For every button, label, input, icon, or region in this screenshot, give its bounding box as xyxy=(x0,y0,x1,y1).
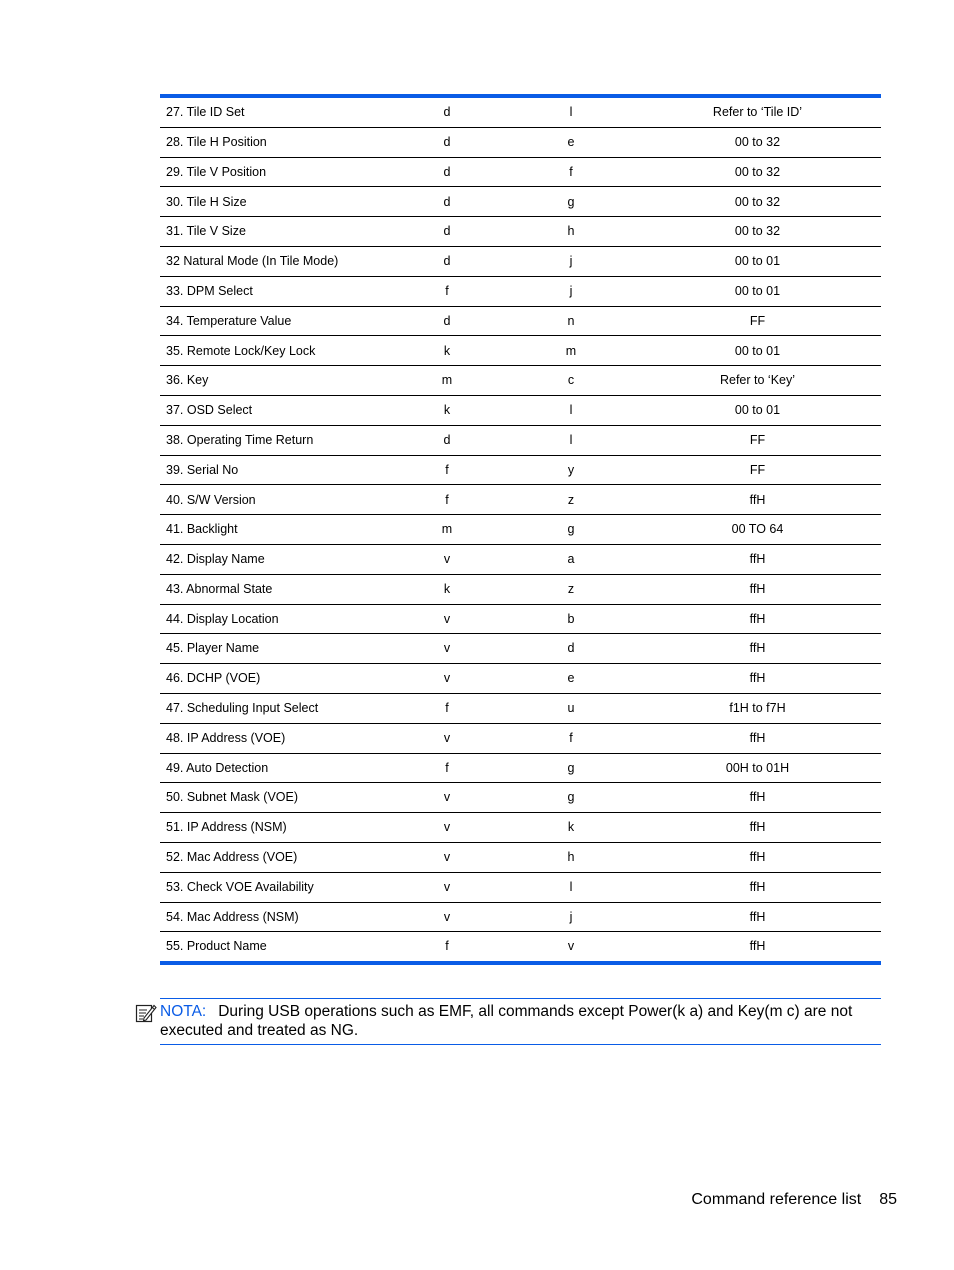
command-code1-cell: v xyxy=(386,902,508,932)
command-value-cell: ffH xyxy=(634,604,881,634)
command-name-cell: 54. Mac Address (NSM) xyxy=(160,902,386,932)
command-value-cell: 00 to 32 xyxy=(634,187,881,217)
command-name-cell: 49. Auto Detection xyxy=(160,753,386,783)
table-row xyxy=(160,634,881,664)
command-value-cell: ffH xyxy=(634,872,881,902)
command-name-cell: 55. Product Name xyxy=(166,939,267,954)
command-code1-cell: v xyxy=(386,664,508,694)
command-code2-cell: h xyxy=(508,842,634,872)
page-number: 85 xyxy=(879,1191,897,1208)
command-name-cell: 50. Subnet Mask (VOE) xyxy=(160,783,386,813)
command-name-cell: 29. Tile V Position xyxy=(160,157,386,187)
command-code2-cell: u xyxy=(508,693,634,723)
command-value-cell: ffH xyxy=(749,939,766,954)
table-row xyxy=(160,395,881,425)
command-code2-cell: f xyxy=(508,723,634,753)
table-row xyxy=(160,217,881,247)
command-name-cell: 32 Natural Mode (In Tile Mode) xyxy=(160,246,386,276)
command-code2-cell: k xyxy=(508,813,634,843)
command-code2-cell: n xyxy=(508,306,634,336)
command-name-cell: 38. Operating Time Return xyxy=(160,425,386,455)
note-text: During USB operations such as EMF, all commands except Power(k a) and Key(m c) are not executed and treated as NG. xyxy=(160,1003,853,1039)
command-code1-cell: v xyxy=(386,783,508,813)
table-row xyxy=(160,515,881,545)
command-value-cell: 00 to 32 xyxy=(634,157,881,187)
table-row xyxy=(160,783,881,813)
page-footer xyxy=(691,1191,897,1209)
command-code1-cell: k xyxy=(386,336,508,366)
table-row xyxy=(160,187,881,217)
command-code1-cell: d xyxy=(386,306,508,336)
table-row xyxy=(160,693,881,723)
table-row xyxy=(160,544,881,574)
command-code1-cell: d xyxy=(386,187,508,217)
table-row xyxy=(160,425,881,455)
command-name-cell: 52. Mac Address (VOE) xyxy=(160,842,386,872)
command-name-cell: 39. Serial No xyxy=(160,455,386,485)
command-value-cell: 00 to 01 xyxy=(634,246,881,276)
command-code2-cell: l xyxy=(508,395,634,425)
command-code2-cell: g xyxy=(508,187,634,217)
command-code2-cell: g xyxy=(508,783,634,813)
command-code2-cell: l xyxy=(508,96,634,127)
command-code2-cell: j xyxy=(508,246,634,276)
table-row xyxy=(160,842,881,872)
command-code1-cell: v xyxy=(386,813,508,843)
command-code1-cell: d xyxy=(386,217,508,247)
table-row xyxy=(160,96,881,127)
command-name-cell: 27. Tile ID Set xyxy=(160,96,386,127)
command-code2-cell: j xyxy=(508,902,634,932)
command-code1-cell: f xyxy=(386,753,508,783)
command-name-cell: 36. Key xyxy=(160,366,386,396)
command-value-cell: 00 to 01 xyxy=(634,276,881,306)
command-value-cell: 00H to 01H xyxy=(634,753,881,783)
command-name-cell: 43. Abnormal State xyxy=(160,574,386,604)
command-name-cell: 48. IP Address (VOE) xyxy=(160,723,386,753)
command-name-cell: 41. Backlight xyxy=(160,515,386,545)
command-code1-cell: v xyxy=(386,634,508,664)
command-value-cell: ffH xyxy=(634,723,881,753)
table-row xyxy=(160,664,881,694)
command-code2-cell: l xyxy=(508,425,634,455)
command-code1-cell: v xyxy=(386,842,508,872)
command-name-cell: 37. OSD Select xyxy=(160,395,386,425)
command-value-cell: ffH xyxy=(634,902,881,932)
command-name-cell: 42. Display Name xyxy=(160,544,386,574)
command-name-cell: 46. DCHP (VOE) xyxy=(160,664,386,694)
table-row xyxy=(160,574,881,604)
command-code2-cell: z xyxy=(508,485,634,515)
table-row xyxy=(160,246,881,276)
command-name-cell: 47. Scheduling Input Select xyxy=(160,693,386,723)
command-name-cell: 53. Check VOE Availability xyxy=(160,872,386,902)
command-code1-cell: f xyxy=(386,276,508,306)
table-row xyxy=(160,336,881,366)
command-value-cell: 00 to 32 xyxy=(634,217,881,247)
table-row xyxy=(160,723,881,753)
command-name-cell: 34. Temperature Value xyxy=(160,306,386,336)
command-code2-cell: g xyxy=(508,753,634,783)
command-code1-cell: v xyxy=(386,723,508,753)
command-code1-cell: f xyxy=(386,693,508,723)
command-value-cell: 00 TO 64 xyxy=(634,515,881,545)
command-value-cell: f1H to f7H xyxy=(634,693,881,723)
command-code1-cell: m xyxy=(386,366,508,396)
command-value-cell: 00 to 32 xyxy=(634,127,881,157)
command-code2-cell: y xyxy=(508,455,634,485)
command-value-cell: Refer to ‘Tile ID’ xyxy=(634,96,881,127)
command-code1-cell: k xyxy=(386,574,508,604)
command-name-cell: 51. IP Address (NSM) xyxy=(160,813,386,843)
command-code2-cell: b xyxy=(508,604,634,634)
command-name-cell: 33. DPM Select xyxy=(160,276,386,306)
command-name-cell: 31. Tile V Size xyxy=(160,217,386,247)
command-name-cell: 40. S/W Version xyxy=(160,485,386,515)
command-code1-cell: d xyxy=(386,157,508,187)
table-row xyxy=(160,455,881,485)
command-code2-cell: v xyxy=(567,939,575,954)
command-value-cell: ffH xyxy=(634,783,881,813)
command-code2-cell: d xyxy=(508,634,634,664)
command-code2-cell: a xyxy=(508,544,634,574)
command-name-cell: 30. Tile H Size xyxy=(160,187,386,217)
command-code1-cell: v xyxy=(386,872,508,902)
command-value-cell: ffH xyxy=(634,544,881,574)
command-name-cell: 45. Player Name xyxy=(160,634,386,664)
command-code2-cell: c xyxy=(508,366,634,396)
command-code1-cell: k xyxy=(386,395,508,425)
note-box xyxy=(160,998,881,1045)
command-value-cell: ffH xyxy=(634,813,881,843)
command-code2-cell: f xyxy=(508,157,634,187)
table-row xyxy=(160,604,881,634)
command-name-cell: 44. Display Location xyxy=(160,604,386,634)
command-value-cell: ffH xyxy=(634,842,881,872)
command-value-cell: ffH xyxy=(634,664,881,694)
command-value-cell: Refer to ‘Key’ xyxy=(634,366,881,396)
command-code2-cell: m xyxy=(508,336,634,366)
command-table-body xyxy=(160,96,881,963)
footer-section-title: Command reference list xyxy=(691,1191,862,1208)
command-code1-cell: f xyxy=(445,939,449,954)
command-code1-cell: d xyxy=(386,246,508,276)
table-row xyxy=(160,932,881,963)
command-code1-cell: v xyxy=(386,544,508,574)
command-value-cell: ffH xyxy=(634,634,881,664)
note-pencil-icon xyxy=(135,1002,157,1024)
command-value-cell: FF xyxy=(634,306,881,336)
command-code2-cell: l xyxy=(508,872,634,902)
table-row xyxy=(160,485,881,515)
command-code2-cell: j xyxy=(508,276,634,306)
command-value-cell: ffH xyxy=(634,574,881,604)
command-value-cell: ffH xyxy=(634,485,881,515)
command-code1-cell: d xyxy=(386,425,508,455)
command-value-cell: 00 to 01 xyxy=(634,336,881,366)
table-row xyxy=(160,157,881,187)
command-name-cell: 35. Remote Lock/Key Lock xyxy=(160,336,386,366)
command-code1-cell: d xyxy=(386,96,508,127)
command-table xyxy=(160,94,881,965)
command-code2-cell: e xyxy=(508,127,634,157)
command-code2-cell: e xyxy=(508,664,634,694)
command-code1-cell: f xyxy=(386,485,508,515)
command-name-cell: 28. Tile H Position xyxy=(160,127,386,157)
command-value-cell: FF xyxy=(634,425,881,455)
table-row xyxy=(160,366,881,396)
command-code2-cell: z xyxy=(508,574,634,604)
table-row xyxy=(160,127,881,157)
table-row xyxy=(160,813,881,843)
table-row xyxy=(160,902,881,932)
command-code2-cell: g xyxy=(508,515,634,545)
command-value-cell: 00 to 01 xyxy=(634,395,881,425)
table-row xyxy=(160,306,881,336)
command-code1-cell: f xyxy=(386,455,508,485)
command-code2-cell: h xyxy=(508,217,634,247)
command-code1-cell: m xyxy=(386,515,508,545)
command-code1-cell: d xyxy=(386,127,508,157)
table-row xyxy=(160,753,881,783)
table-row xyxy=(160,872,881,902)
note-label: NOTA: xyxy=(160,1003,207,1020)
table-row xyxy=(160,276,881,306)
command-code1-cell: v xyxy=(386,604,508,634)
command-value-cell: FF xyxy=(634,455,881,485)
